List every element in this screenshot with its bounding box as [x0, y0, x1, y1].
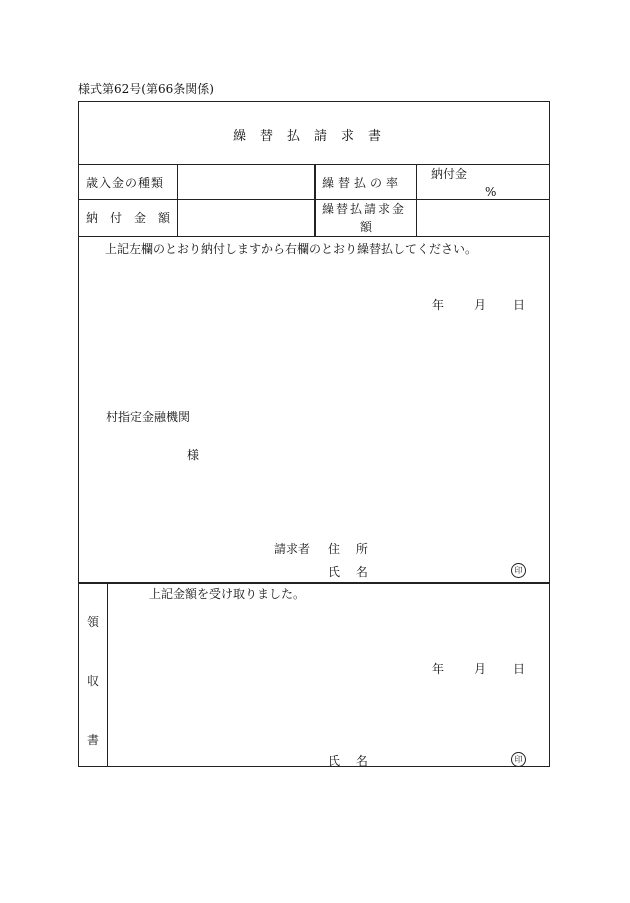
percent-sign: %	[485, 185, 497, 199]
request-seal-icon: 印	[511, 563, 526, 578]
receipt-day-label: 日	[513, 662, 526, 676]
request-year-label: 年	[432, 298, 445, 312]
table-col-divider-1	[177, 164, 178, 236]
request-name-label: 氏 名	[328, 565, 374, 579]
receipt-year-label: 年	[432, 662, 445, 676]
table-col-divider-2	[314, 164, 316, 236]
payment-amount-label: 納付金額	[86, 211, 183, 225]
table-bottom-divider	[79, 236, 549, 237]
rate-label: 繰替払の率	[322, 176, 403, 190]
request-amount-label-line1: 繰替払請求金	[322, 202, 407, 216]
request-form	[78, 101, 550, 767]
request-amount-field[interactable]	[418, 201, 548, 235]
request-statement: 上記左欄のとおり納付しますから右欄のとおり繰替払してください。	[105, 242, 478, 256]
receipt-statement: 上記金額を受け取りました。	[149, 587, 306, 601]
institution-name: 村指定金融機関	[106, 410, 191, 424]
payment-rate-field[interactable]	[418, 166, 548, 198]
receipt-month-label: 月	[474, 662, 487, 676]
request-name-field[interactable]	[379, 561, 504, 581]
receipt-seal-icon: 印	[511, 752, 526, 767]
address-field[interactable]	[379, 538, 539, 558]
receipt-name-field[interactable]	[379, 750, 504, 766]
receipt-side-char-2: 収	[86, 674, 99, 688]
request-month-label: 月	[474, 298, 487, 312]
receipt-side-char-3: 書	[86, 733, 99, 747]
request-amount-label-line2: 額	[360, 220, 373, 234]
payment-amount-field[interactable]	[179, 201, 313, 235]
payment-rate-label: 納付金	[431, 167, 468, 181]
request-day-label: 日	[513, 298, 526, 312]
address-label: 住 所	[328, 542, 374, 556]
form-number: 様式第62号(第66条関係)	[78, 82, 214, 96]
receipt-side-char-1: 領	[86, 615, 99, 629]
revenue-type-field[interactable]	[179, 166, 313, 198]
receipt-side-divider	[107, 584, 108, 766]
revenue-type-label: 歳入金の種類	[86, 176, 165, 190]
requester-label: 請求者	[274, 542, 311, 556]
receipt-name-label: 氏 名	[328, 754, 374, 768]
form-title: 繰替払請求書	[232, 129, 395, 144]
table-col-divider-3	[416, 164, 417, 236]
honorific: 様	[187, 448, 200, 462]
receipt-divider	[79, 582, 549, 584]
